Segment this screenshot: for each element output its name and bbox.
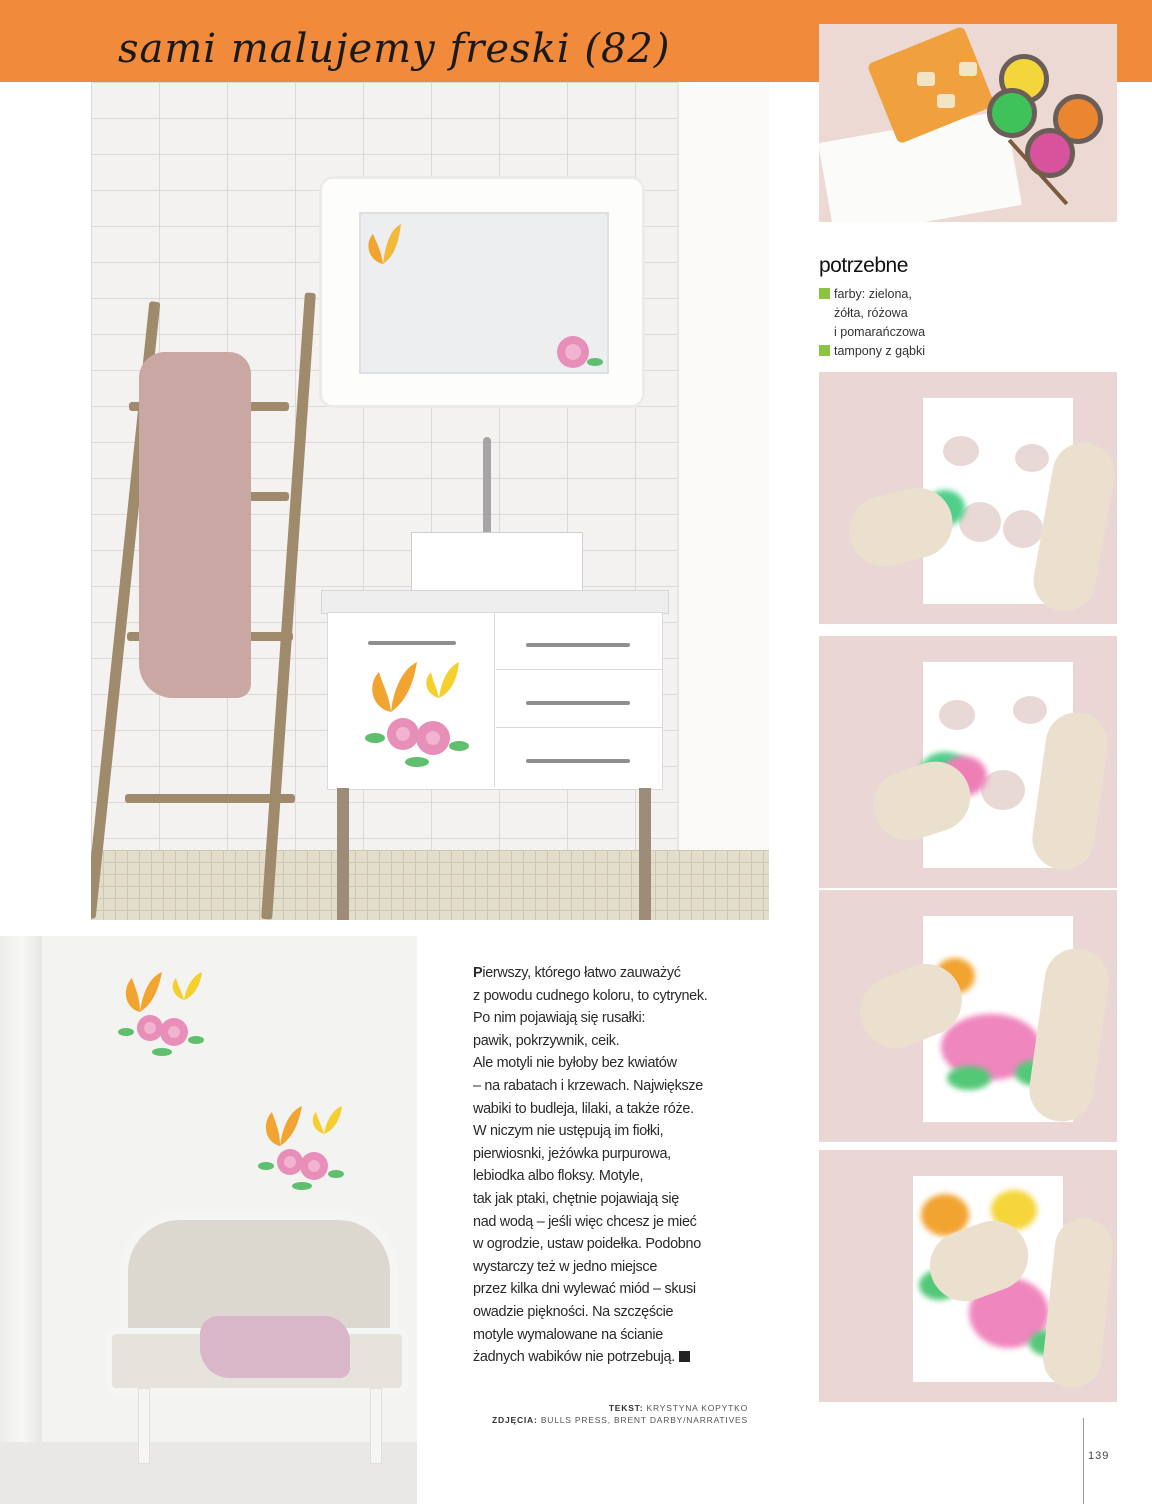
- credits: [480, 1402, 748, 1426]
- pink-towel: [139, 352, 251, 698]
- credit-text-value: KRYSTYNA KOPYTKO: [646, 1403, 748, 1413]
- settee-photo: [0, 936, 417, 1504]
- end-mark-icon: [679, 1351, 690, 1362]
- green-paint-icon: [987, 88, 1037, 138]
- credit-photos-label: ZDJĘCIA:: [492, 1415, 538, 1425]
- wall-motif-lower-icon: [258, 1100, 348, 1200]
- page-number: 139: [1088, 1450, 1110, 1462]
- wall-motif-icon: [118, 966, 208, 1066]
- step-photo-2: [819, 636, 1117, 888]
- mirror-butterfly-icon: [363, 220, 403, 270]
- step-photo-4: [819, 1150, 1117, 1402]
- bathroom-photo: [91, 82, 769, 920]
- needs-item-paints: farby: zielona, żółta, różowa i pomarańczowa: [819, 285, 925, 342]
- vanity-motif-icon: [361, 654, 471, 774]
- step-photo-3: [819, 890, 1117, 1142]
- page-title: sami malujemy freski (82): [118, 26, 671, 72]
- credit-text-label: TEKST:: [608, 1403, 644, 1413]
- step-photo-1: [819, 372, 1117, 624]
- needs-list: [819, 285, 925, 361]
- credit-photos-value: BULLS PRESS, BRENT DARBY/NARRATIVES: [540, 1415, 748, 1425]
- sink-basin: [411, 532, 583, 598]
- pink-throw: [200, 1316, 350, 1378]
- mirror-rose-icon: [549, 328, 605, 380]
- page-number-rule: [1083, 1418, 1084, 1504]
- needs-title: potrzebne: [819, 254, 908, 277]
- article-text: ierwszy, którego łatwo zauważyć z powodu cudnego koloru, to cytrynek. Po nim pojawiają się rusałki: pawik, pokrzywnik, ceik. Ale motyli nie byłoby bez kwiatów – na rabatach i krzewach. Największe wabiki to budleja, lilaki, a także róże. W niczym nie ustępują im fiołki, pierwiosnki, jeżówka purpurowa, lebiodka albo floksy. Motyle, tak jak ptaki, chętnie pojawiają się nad wodą – jeśli więc chcesz je mieć w ogrodzie, ustaw poidełka. Podobno wystarczy też w jedno miejsce przez kilka dni wylewać miód – skusi owadzie piękności. Na szczęście motyle wymalowane na ścianie żadnych wabików nie potrzebują.: [473, 965, 708, 1366]
- pink-paint-icon: [1025, 128, 1075, 178]
- article-body: [473, 962, 773, 1369]
- supplies-photo: [819, 24, 1117, 222]
- dropcap: P: [473, 965, 483, 981]
- needs-item-sponges: tampony z gąbki: [819, 342, 925, 361]
